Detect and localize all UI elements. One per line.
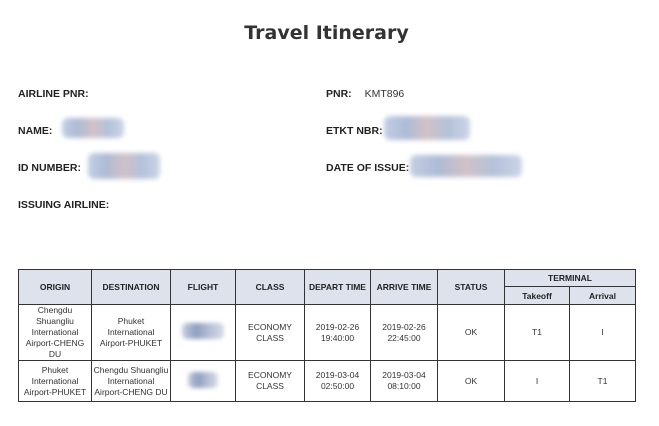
cell-line: International [31,327,79,337]
header-takeoff: Takeoff [505,287,570,305]
itinerary-table [18,269,636,402]
cell-arrive-time [371,305,438,361]
cell-line: 2019-03-04 [382,370,426,380]
cell-line: ECONOMY [248,370,292,380]
table-row [19,361,636,402]
id-number-redacted [88,153,160,179]
airline-pnr-label: AIRLINE PNR: [18,88,89,100]
table-row [19,305,636,361]
cell-takeoff: T1 [505,305,570,361]
name-field [18,125,52,137]
name-label: NAME: [18,125,53,137]
cell-arrive-time [371,361,438,402]
header-status: STATUS [438,270,505,305]
cell-origin [19,361,92,402]
cell-line: CLASS [256,332,284,343]
cell-line: CLASS [256,381,284,391]
cell-line: Chengdu [37,305,73,315]
flight-redacted [182,323,224,339]
header-destination: DESTINATION [92,270,171,305]
cell-line: Airport-PHUKET [99,338,163,348]
issuing-airline-label: ISSUING AIRLINE: [18,199,110,211]
etkt-nbr-redacted [384,116,470,140]
header-arrive-time: ARRIVE TIME [371,270,438,305]
etkt-nbr-label: ETKT NBR: [326,125,383,137]
airline-pnr-field [18,88,99,100]
cell-line: International [107,375,155,386]
cell-line: 02:50:00 [320,381,355,391]
cell-line: Phuket [41,364,69,375]
cell-line: 08:10:00 [387,381,421,391]
cell-line: 2019-02-26 [315,321,360,332]
cell-status: OK [438,361,505,402]
cell-line: 2019-02-26 [382,321,426,332]
flight-redacted [188,372,218,388]
cell-status: OK [438,305,505,361]
cell-class [236,305,305,361]
cell-line: Airport-CHENG DU [25,338,85,359]
cell-line: Shuangliu [36,316,74,326]
cell-destination [92,361,171,402]
pnr-label: PNR: [326,88,352,100]
cell-line: International [31,375,79,386]
pnr-field [326,88,404,100]
cell-line: 19:40:00 [320,332,355,343]
cell-line: International [107,327,155,337]
cell-class [236,361,305,402]
header-origin: ORIGIN [19,270,92,305]
cell-line: Chengdu Shuangliu [93,364,169,375]
cell-origin [19,305,92,361]
cell-line: 2019-03-04 [315,370,360,380]
cell-line: Phuket [117,316,145,326]
date-of-issue-label: DATE OF ISSUE: [326,162,410,174]
cell-line: 22:45:00 [387,332,421,343]
cell-takeoff: I [505,361,570,402]
date-of-issue-redacted [410,155,522,177]
name-redacted [62,118,124,138]
header-terminal: TERMINAL [505,270,636,287]
cell-arrival: T1 [570,361,636,402]
header-class: CLASS [236,270,305,305]
cell-line: Airport-PHUKET [23,386,87,397]
cell-depart-time [305,305,371,361]
cell-flight [171,305,236,361]
page-title: Travel Itinerary [244,22,409,44]
pnr-value: KMT896 [364,88,405,100]
id-number-field [18,162,81,174]
cell-line: Airport-CHENG DU [94,386,168,397]
cell-destination [92,305,171,361]
cell-depart-time [305,361,371,402]
issuing-airline-field [18,199,119,211]
date-of-issue-field [326,162,409,174]
cell-line: ECONOMY [248,321,292,332]
header-arrival: Arrival [570,287,636,305]
etkt-nbr-field [326,125,383,137]
cell-arrival: I [570,305,636,361]
header-flight: FLIGHT [171,270,236,305]
header-depart-time: DEPART TIME [305,270,371,305]
id-number-label: ID NUMBER: [18,162,81,174]
cell-flight [171,361,236,402]
